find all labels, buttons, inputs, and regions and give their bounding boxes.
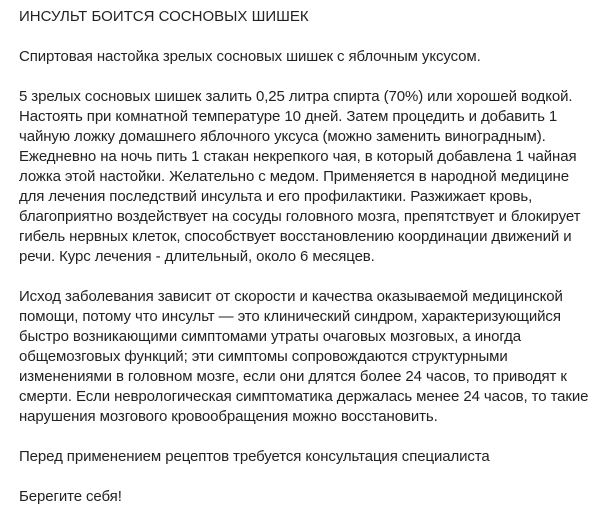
- closing-paragraph: Берегите себя!: [19, 488, 122, 505]
- paragraph-spacer: [19, 467, 595, 487]
- paragraph-spacer: [19, 67, 595, 87]
- recipe-paragraph: 5 зрелых сосновых шишек залить 0,25 литра спирта (70%) или хорошей водкой. Настоять при комнатной температуре 10 дней. Затем процедить и добавить 1 чайную ложку домашнего яблочного уксуса (можно заменить виноградным). Ежедневно на ночь пить 1 стакан некрепкого чая, в который добавлена 1 чайная ложка этой настойки. Желательно с медом. Применяется в народной медицине для лечения последствий инсульта и его профилактики. Разжижает кровь, благоприятно воздействует на сосуды головного мозга, препятствует и блокирует гибель нервных клеток, способствует восстановлению координации движений и речи. Курс лечения - длительный, около 6 месяцев.: [19, 88, 581, 265]
- post-title: ИНСУЛЬТ БОИТСЯ СОСНОВЫХ ШИШЕК: [19, 8, 309, 25]
- disclaimer-paragraph: Перед применением рецептов требуется консультация специалиста: [19, 448, 490, 465]
- paragraph-spacer: [19, 427, 595, 447]
- paragraph-spacer: [19, 267, 595, 287]
- outcome-paragraph: Исход заболевания зависит от скорости и качества оказываемой медицинской помощи, потому что инсульт — это клинический синдром, характеризующийся быстро возникающими симптомами утраты очаговых мозговых, а иногда общемозговых функций; эти симптомы сопровождаются структурными изменениями в головном мозге, если они длятся более 24 часов, то приводят к смерти. Если неврологическая симптоматика держалась менее 24 часов, то такие нарушения мозгового кровообращения можно восстановить.: [19, 288, 589, 425]
- post-body: [19, 7, 595, 507]
- paragraph-spacer: [19, 27, 595, 47]
- intro-paragraph: Спиртовая настойка зрелых сосновых шишек с яблочным уксусом.: [19, 48, 481, 65]
